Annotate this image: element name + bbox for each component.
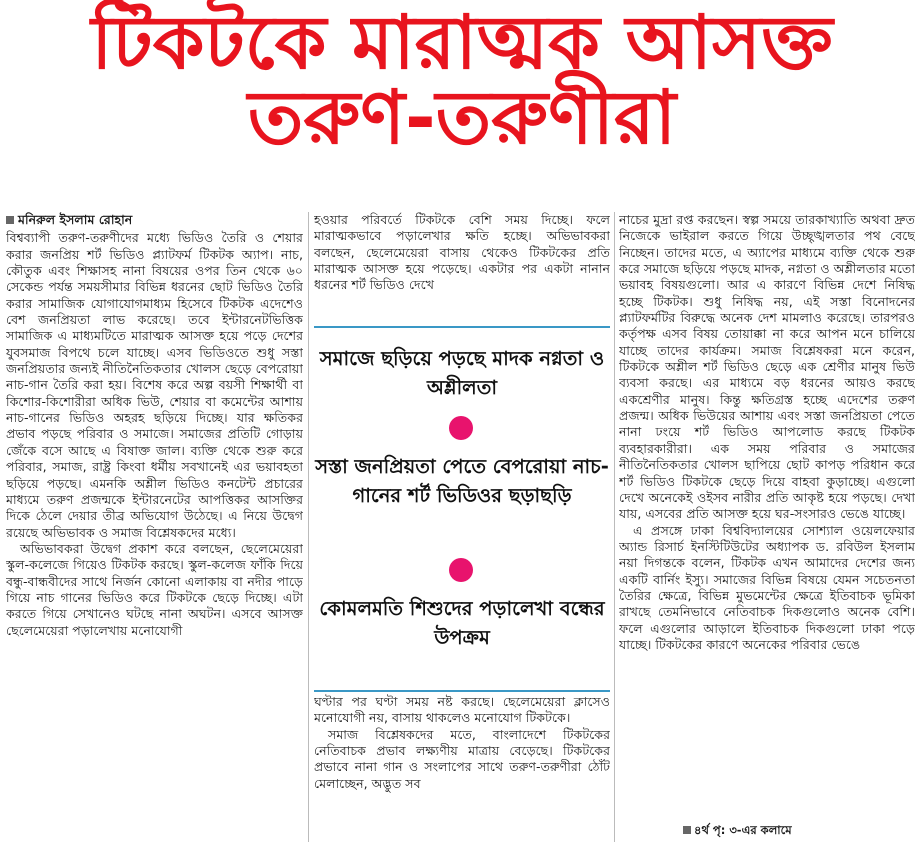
highlight-2: সস্তা জনপ্রিয়তা পেতে বেপরোয়া নাচ-গানের শর্ট ভিডিওর ছড়াছড়ি: [315, 455, 609, 507]
paragraph: হওয়ার পরিবর্তে টিকটকে বেশি সময় দিচ্ছে। ফলে মারাত্মকভাবে পড়ালেখার ক্ষতি হচ্ছে। অভিভাবকরা বলছেন, ছেলেমেয়েরা বাসায় থেকেও টিকটকের প্রতি মারাত্মক আসক্ত হয়ে পড়েছে। একটার পর একটা নানান ধরনের শর্ট ভিডিও দেখে: [314, 212, 610, 293]
column-divider: [308, 212, 309, 842]
headline-line-1: টিকটকে মারাত্মক আসক্ত: [91, 0, 833, 86]
bullet-dot-icon: [449, 416, 473, 440]
headline-line-2: তরুণ-তরুণীরা: [247, 75, 677, 162]
article-column-2-bottom: [314, 694, 610, 842]
byline: [6, 212, 303, 228]
paragraph: ঘণ্টার পর ঘণ্টা সময় নষ্ট করছে। ছেলেমেয়েরা ক্লাসেও মনোযোগী নয়, বাসায় থাকলেও মনোযোগ টিকটকে।: [314, 694, 610, 726]
author-name: মনিরুল ইসলাম রোহান: [18, 212, 133, 227]
article-column-3: [619, 212, 915, 828]
square-bullet-icon: [6, 216, 14, 224]
paragraph: এ প্রসঙ্গে ঢাকা বিশ্ববিদ্যালয়ের সোশ্যাল ওয়েলফেয়ার অ্যান্ড রিসার্চ ইনস্টিটিউটের অধ্যাপক ড. রবিউল ইসলাম নয়া দিগন্তকে বলেন, টিকটক এখন আমাদের দেশের জন্য একটি বার্নিং ইস্যু। সমাজের বিভিন্ন বিষয়ে যেমন সচেতনতা তৈরির ক্ষেত্রে, বিভিন্ন মুভমেন্টের ক্ষেত্রে ইতিবাচক ভূমিকা রাখছে তেমনিভাবে নেতিবাচক দিকগুলোও অনেক বেশি। ফলে এগুলোর আড়ালে ইতিবাচক দিকগুলো ঢাকা পড়ে যাচ্ছে। টিকটকের কারণে অনেকের পরিবার ভেঙে: [619, 522, 915, 652]
highlight-1: সমাজে ছড়িয়ে পড়ছে মাদক নগ্নতা ও অশ্লীলতা: [319, 347, 605, 399]
paragraph: সমাজ বিশ্লেষকদের মতে, বাংলাদেশে টিকটকের নেতিবাচক প্রভাব লক্ষ্যণীয় মাত্রায় বেড়েছে। টিকটকের প্রভাবে নানা গান ও সংলাপের সাথে তরুণ-তরুণীরা ঠোঁট মেলাচ্ছেন, অদ্ভুত সব: [314, 726, 610, 791]
jump-text: ৪র্থ পৃ: ৩-এর কলামে: [694, 823, 792, 837]
highlights-panel: [314, 326, 610, 692]
paragraph: অভিভাবকরা উদ্বেগ প্রকাশ করে বলছেন, ছেলেমেয়েরা স্কুল-কলেজে গিয়েও টিকটক করছে। স্কুল-কলেজ ফাঁকি দিয়ে বন্ধু-বান্ধবীদের সাথে নির্জন কোনো এলাকায় বা নদীর পাড়ে গিয়ে নাচ গানের ভিডিও করে টিকটকে ছেড়ে দিচ্ছে। এটা করতে গিয়ে সেখানেও ঘটছে নানা অঘটন। এসবে আসক্ত ছেলেমেয়েরা পড়ালেখায় মনোযোগী: [6, 540, 303, 638]
paragraph: নাচের মুদ্রা রপ্ত করছেন। স্বল্প সময়ে তারকাখ্যাতি অথবা দ্রুত নিজেকে ভাইরাল করতে গিয়ে উচ্ছৃঙ্খলতার পথ বেছে নিচ্ছেন। তাদের মতে, এ অ্যাপের মাধ্যমে ব্যক্তি থেকে শুরু করে সমাজে ছড়িয়ে পড়ছে মাদক, নগ্নতা ও অশ্লীলতার মতো ভয়াবহ বিষয়গুলো। আর এ কারণে বিভিন্ন দেশে নিষিদ্ধ হচ্ছে টিকটক। শুধু নিষিদ্ধ নয়, এই সস্তা বিনোদনের প্ল্যাটফর্মটির বিরুদ্ধে অনেক দেশ মামলাও করেছে। তারপরও কর্তৃপক্ষ এসব বিষয় তোয়াক্কা না করে আপন মনে চালিয়ে যাচ্ছে তাদের কার্যক্রম। সমাজ বিশ্লেষকরা মনে করেন, টিকটকে অশ্লীল শর্ট ভিডিও ছেড়ে এক শ্রেণীর মানুষ ভিউ ব্যবসা করছে। এর মাধ্যমে বড় ধরনের আয়ও করছে একশ্রেণীর মানুষ। কিন্তু ক্ষতিগ্রস্ত হচ্ছে এদেশের তরুণ প্রজন্ম। অধিক ভিউয়ের আশায় এবং সস্তা জনপ্রিয়তা পেতে নানা ঢংয়ে শর্ট ভিডিও আপলোড করছে টিকটক ব্যবহারকারীরা। এক সময় পরিবার ও সমাজের নীতিনৈতিকতার খোলস ছাপিয়ে ছোট কাপড় পরিধান করে শর্ট ভিডিও টিকটকে ছেড়ে দিয়ে বাহবা কুড়াচ্ছে। এগুলো দেখে অনেকেই ওইসব নারীর প্রতি আকৃষ্ট হয়ে পড়ছে। দেখা যায়, এসবের প্রতি আসক্ত হয়ে ঘর-সংসারও ভেঙে যাচ্ছে।: [619, 212, 915, 522]
continued-jump: [680, 822, 792, 841]
article-column-2-top: [314, 212, 610, 324]
column-divider: [614, 212, 615, 842]
bullet-dot-icon: [449, 558, 473, 582]
highlight-3: কোমলমতি শিশুদের পড়ালেখা বন্ধের উপক্রম: [319, 597, 605, 649]
paragraph: বিশ্বব্যাপী তরুণ-তরুণীদের মধ্যে ভিডিও তৈরি ও শেয়ার করার জনপ্রিয় শর্ট ভিডিও প্ল্যাটফর্ম টিকটক অ্যাপ। নাচ, কৌতুক এবং শিক্ষাসহ নানা বিষয়ের ওপর তিন থেকে ৬০ সেকেন্ড পর্যন্ত সময়সীমার বিভিন্ন ধরনের ছোট ভিডিও তৈরি করার সামাজিক যোগাযোগমাধ্যম হিসেবে টিকটক এদেশেও বেশ জনপ্রিয়তা লাভ করেছে। তবে ইন্টারনেটভিত্তিক সামাজিক এ মাধ্যমটিতে মারাত্মক আসক্ত হয়ে পড়ে দেশের যুবসমাজ বিপথে চলে যাচ্ছে। এসব ভিডিওতে শুধু সস্তা জনপ্রিয়তার জন্যই নীতিনৈতিকতার খোলস ছেড়ে বেপরোয়া নাচ-গান তৈরি করা হয়। বিশেষ করে অল্প বয়সী শিক্ষার্থী বা কিশোর-কিশোরীরা অধিক ভিউ, শেয়ার বা কমেন্টের আশায় নাচ-গানের ভিডিও অহরহ ছড়িয়ে দিচ্ছে। যার ক্ষতিকর প্রভাব পড়ছে পরিবার ও সমাজে। সমাজের প্রতিটি গোড়ায় জেঁকে বসে আছে এ বিষাক্ত জাল। ব্যক্তি থেকে শুরু করে পরিবার, সমাজ, রাষ্ট্র কিংবা ধর্মীয় সবখানেই এর ভয়াবহতা ছড়িয়ে পড়ছে। এমনকি অশ্লীল ভিডিও কনটেন্ট প্রচারের মাধ্যমে তরুণ প্রজন্মকে ইন্টারনেটের আপত্তিকর আসক্তির দিকে ঠেলে দেয়ার তীব্র অভিযোগ উঠেছে। এ নিয়ে উদ্বেগ রয়েছে অভিভাবক ও সমাজ বিশ্লেষকদের মধ্যে।: [6, 230, 303, 540]
square-bullet-icon: [683, 826, 691, 834]
headline: [0, 0, 924, 162]
article-column-1: [6, 212, 303, 842]
